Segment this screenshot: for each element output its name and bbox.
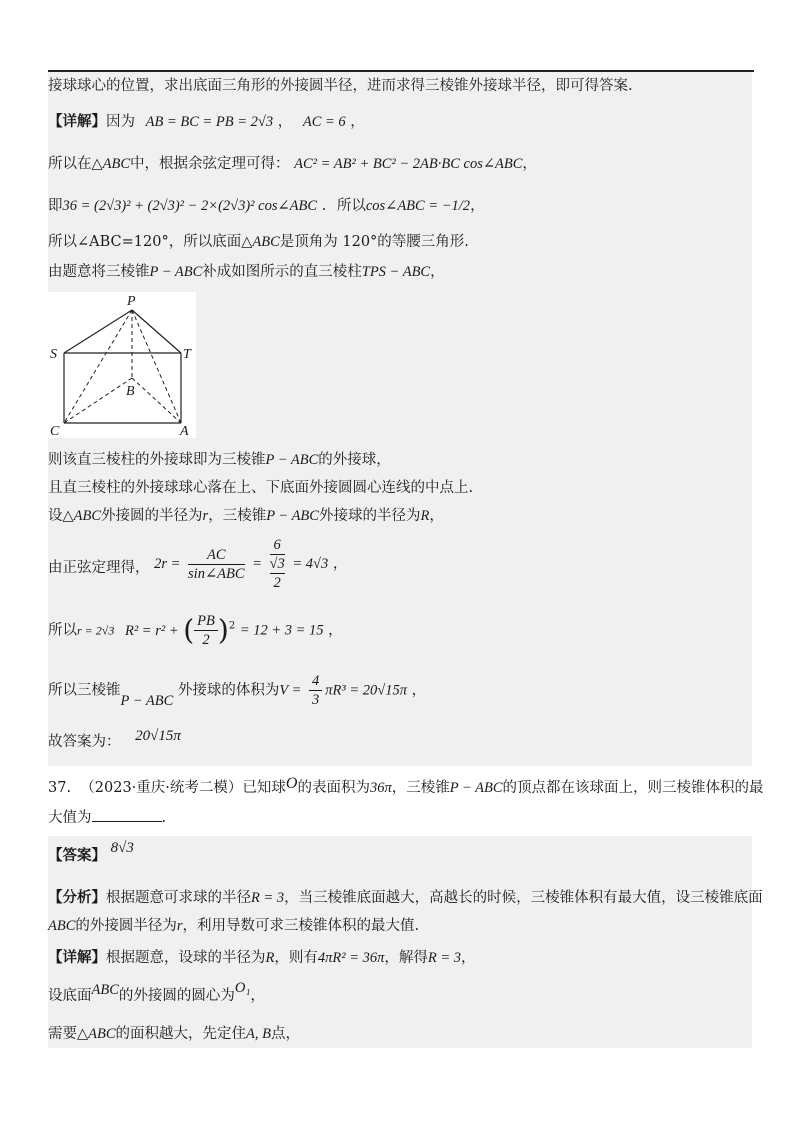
frac-6-root3: 6 √3 2 bbox=[269, 537, 285, 591]
cos-result: cos∠ABC = −1/2 bbox=[365, 198, 471, 214]
q37-line-1: 37. （2023·重庆·统考二模）已知球O的表面积为36π，三棱锥P − ABC的顶点都在该球面上，则三棱锥体积的最 bbox=[48, 775, 764, 796]
q37-answer-line bbox=[48, 840, 134, 866]
q37-detail-line: 【详解】根据题意，设球的半径为R，则有4πR² = 36π，解得R = 3， bbox=[48, 949, 476, 966]
label-C: C bbox=[50, 424, 60, 438]
eq-36: 36 = (2√3)² + (2√3)² − 2×(2√3)² cos∠ABC bbox=[62, 198, 318, 214]
intro-text: 接球球心的位置，求出底面三角形的外接圆半径，进而求得三棱锥外接球半径，即可得答案. bbox=[48, 78, 633, 94]
label-A: A bbox=[180, 424, 189, 438]
prism-line: 由题意将三棱锥P − ABC补成如图所示的直三棱柱TPS − ABC， bbox=[48, 264, 445, 280]
detail-tag: 【详解】 bbox=[48, 113, 106, 130]
final-answer-line: 故答案为： 20√15π bbox=[48, 728, 181, 750]
radius-def-line: 设△ABC外接圆的半径为r，三棱锥P − ABC外接球的半径为R， bbox=[48, 508, 444, 524]
solution-panel-2 bbox=[48, 836, 752, 1048]
eq-ac: AC = 6 bbox=[302, 114, 346, 130]
label-P: P bbox=[127, 294, 136, 309]
volume-line: 所以三棱锥P − ABC 外接球的体积为V = $\frac{4}{3}$ πR³ = 20√15π ， bbox=[48, 673, 427, 709]
q37-analysis-line-1: 【分析】根据题意可求球的半径R = 3，当三棱锥底面越大，高越长的时候，三棱锥体积有最大值，设三棱锥底面 bbox=[48, 889, 763, 906]
final-answer: 20√15π bbox=[135, 728, 181, 744]
law-of-cosines-eq: AC² = AB² + BC² − 2AB·BC cos∠ABC bbox=[294, 156, 523, 172]
answer-blank bbox=[92, 821, 162, 822]
answer-tag: 【答案】 bbox=[48, 847, 106, 864]
label-T: T bbox=[183, 347, 191, 362]
q37-line-2: 大值为 . bbox=[48, 810, 167, 826]
sphere-line-2: 且直三棱柱的外接球球心落在上、下底面外接圆圆心连线的中点上. bbox=[48, 480, 474, 496]
sine-law-line: 由正弦定理得， 2r = $\frac{AC}{\text{sin∠ABC}}$ = 6 √3 2 = 4√3 ， bbox=[48, 537, 348, 591]
label-S: S bbox=[50, 347, 57, 362]
q37-analysis-line-2: ABC的外接圆半径为r，利用导数可求三棱锥体积的最大值. bbox=[48, 918, 420, 934]
law-of-cosines-line: 所以在△ABC中，根据余弦定理可得： AC² = AB² + BC² − 2AB·BC cos∠ABC， bbox=[48, 156, 537, 172]
substitution-line: 即36 = (2√3)² + (2√3)² − 2×(2√3)² cos∠ABC . 所以cos∠ABC = −1/2， bbox=[48, 198, 485, 214]
R-squared-line: 所以r = 2√3 R² = r² + ( $\frac{PB}{2}$ )$^2$ = 12 + 3 = 15 ， bbox=[48, 613, 343, 648]
prism-diagram bbox=[48, 292, 196, 438]
analysis-tag: 【分析】 bbox=[48, 889, 106, 906]
label-B: B bbox=[126, 384, 135, 399]
R2-lhs: R² = r² + bbox=[124, 622, 179, 639]
angle-line: 所以∠ABC=120°，所以底面△ABC是顶角为 120°的等腰三角形. bbox=[48, 234, 469, 250]
q37-detail-tag: 【详解】 bbox=[48, 949, 106, 966]
sphere-line-1: 则该直三棱柱的外接球即为三棱锥P − ABC的外接球， bbox=[48, 452, 391, 468]
r-value: r = 2√3 bbox=[77, 623, 115, 638]
q37-area-line: 需要△ABC的面积越大，先定住A, B点， bbox=[48, 1026, 301, 1042]
q37-answer: 8√3 bbox=[110, 840, 134, 856]
eq-sides: AB = BC = PB = 2√3 bbox=[145, 114, 274, 130]
q37-center-line: 设底面ABC的外接圆的圆心为O₁， bbox=[48, 980, 265, 1004]
frac-ac-sin: $\frac{AC}{\text{sin∠ABC}}$ bbox=[188, 546, 245, 582]
detail-line: 【详解】因为 AB = BC = PB = 2√3 ， AC = 6 ， bbox=[48, 113, 365, 130]
